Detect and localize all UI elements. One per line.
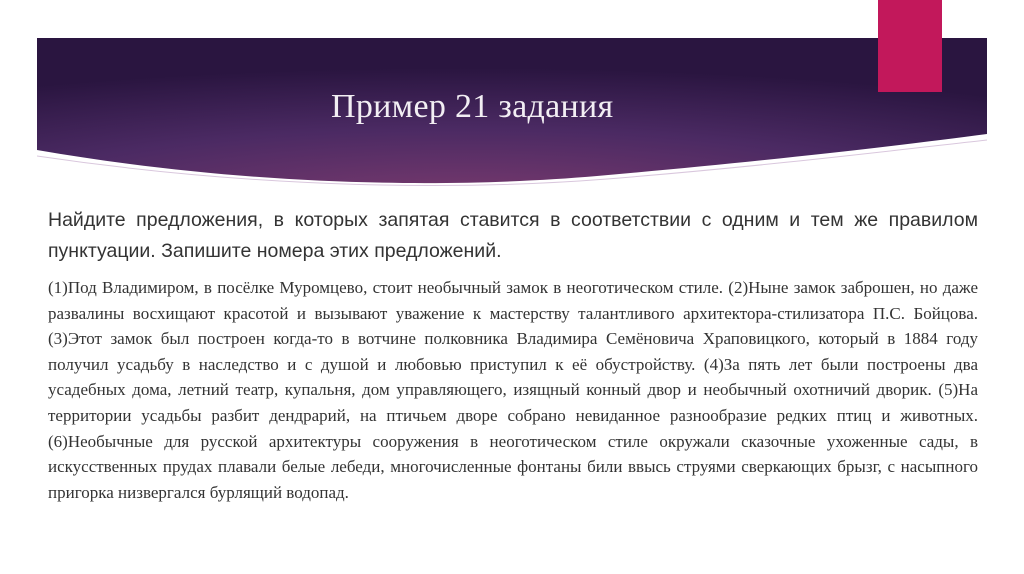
slide-title: Пример 21 задания (331, 88, 614, 125)
task-text: (1)Под Владимиром, в посёлке Муромцево, стоит необычный замок в неоготическом стиле. (2)Ныне замок заброшен, но даже развалины восхищают красотой и вызывают уважение к мастерству талантливого архитектора-стилизатора П.С. Бойцова. (3)Этот замок был построен когда-то в вотчине полковника Владимира Семёновича Храповицкого, который в 1884 году получил усадьбу в наследство и с душой и любовью приступил к её обустройству. (4)За пять лет были построены два усадебных дома, летний театр, купальня, дом управляющего, изящный конный двор и необычный охотничий дворик. (5)На территории усадьбы разбит дендрарий, на птичьем дворе собрано невиданное разнообразие редких птиц и животных. (6)Необычные для русской архитектуры сооружения в неоготическом стиле окружали сказочные ухоженные сады, в искусственных прудах плавали белые лебеди, многочисленные фонтаны били ввысь струями сверкающих брызг, с насыпного пригорка низвергался бурлящий водопад. (48, 278, 978, 502)
accent-tab (878, 0, 942, 92)
task-prompt: Найдите предложения, в которых запятая ставится в соответствии с одним и тем же правилом пунктуации. Запишите номера этих предложений. (48, 209, 978, 262)
